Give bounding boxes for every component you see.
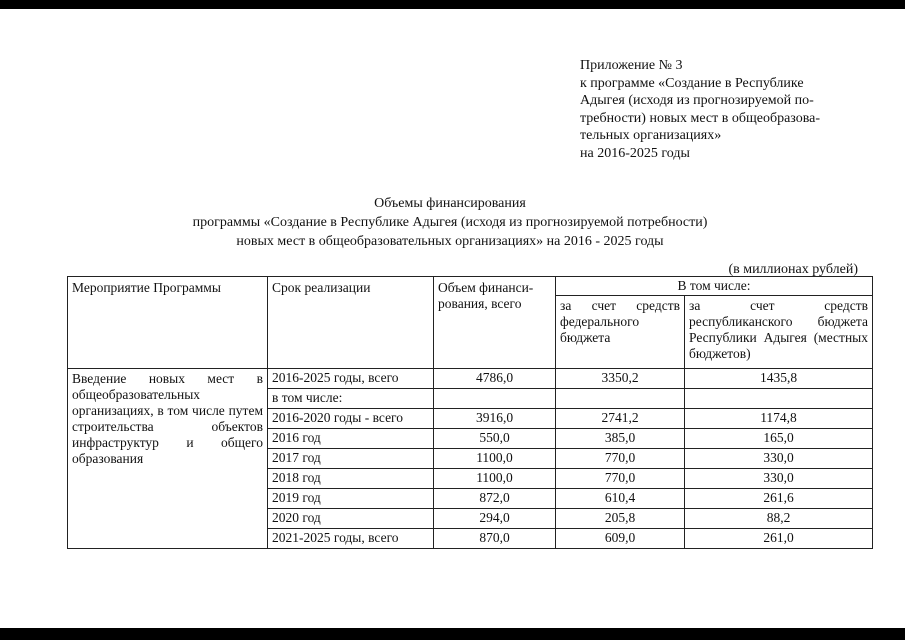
scan-top-border — [0, 0, 905, 9]
total-cell: 872,0 — [434, 489, 556, 509]
regional-cell — [685, 389, 873, 409]
federal-cell: 3350,2 — [556, 369, 685, 389]
total-cell: 550,0 — [434, 429, 556, 449]
regional-cell: 88,2 — [685, 509, 873, 529]
appendix-line: требности) новых мест в общеобразова- — [580, 110, 821, 126]
appendix-line: тельных организациях» — [580, 128, 722, 144]
scan-bottom-border — [0, 628, 905, 640]
title-line: программы «Создание в Республике Адыгея (исходя из прогнозируемой потребности) — [192, 215, 708, 230]
total-cell: 4786,0 — [434, 369, 556, 389]
header-total: Объем финанси-рования, всего — [434, 277, 556, 369]
period-cell: 2019 год — [268, 489, 434, 509]
appendix-line: к программе «Создание в Республике — [580, 75, 804, 91]
period-cell: 2016 год — [268, 429, 434, 449]
federal-cell: 609,0 — [556, 529, 685, 549]
total-cell: 3916,0 — [434, 409, 556, 429]
federal-cell: 770,0 — [556, 469, 685, 489]
appendix-line: Адыгея (исходя из прогнозируемой по- — [580, 93, 814, 109]
federal-cell: 610,4 — [556, 489, 685, 509]
header-measure: Мероприятие Программы — [68, 277, 268, 369]
appendix-line: на 2016-2025 годы — [580, 145, 690, 161]
document-title — [130, 194, 770, 251]
regional-cell: 165,0 — [685, 429, 873, 449]
period-cell: 2017 год — [268, 449, 434, 469]
total-cell: 294,0 — [434, 509, 556, 529]
appendix-line: Приложение № 3 — [580, 58, 683, 73]
appendix-note — [580, 57, 855, 163]
federal-cell: 385,0 — [556, 429, 685, 449]
federal-cell: 205,8 — [556, 509, 685, 529]
federal-cell — [556, 389, 685, 409]
period-cell: 2018 год — [268, 469, 434, 489]
units-note: (в миллионах рублей) — [728, 262, 858, 277]
header-including: В том числе: — [556, 277, 873, 296]
federal-cell: 2741,2 — [556, 409, 685, 429]
total-cell — [434, 389, 556, 409]
regional-cell: 261,6 — [685, 489, 873, 509]
table-row — [68, 369, 873, 389]
total-cell: 1100,0 — [434, 449, 556, 469]
title-line: Объемы финансирования — [374, 196, 526, 211]
federal-cell: 770,0 — [556, 449, 685, 469]
regional-cell: 330,0 — [685, 469, 873, 489]
regional-cell: 1435,8 — [685, 369, 873, 389]
header-row — [68, 277, 873, 296]
title-line: новых мест в общеобразовательных организациях» на 2016 - 2025 годы — [236, 234, 664, 249]
period-cell: в том числе: — [268, 389, 434, 409]
period-cell: 2016-2025 годы, всего — [268, 369, 434, 389]
period-cell: 2016-2020 годы - всего — [268, 409, 434, 429]
total-cell: 1100,0 — [434, 469, 556, 489]
total-cell: 870,0 — [434, 529, 556, 549]
header-period: Срок реализации — [268, 277, 434, 369]
period-cell: 2021-2025 годы, всего — [268, 529, 434, 549]
regional-cell: 1174,8 — [685, 409, 873, 429]
measure-cell: Введение новых мест в общеобразовательных организациях, в том числе путем строительства объектов инфраструктур и общего образования — [68, 369, 268, 549]
financing-table — [67, 276, 873, 549]
header-federal: за счет средств федерального бюджета — [556, 296, 685, 369]
regional-cell: 330,0 — [685, 449, 873, 469]
header-regional: за счет средств республиканского бюджета Республики Адыгея (местных бюджетов) — [685, 296, 873, 369]
period-cell: 2020 год — [268, 509, 434, 529]
regional-cell: 261,0 — [685, 529, 873, 549]
